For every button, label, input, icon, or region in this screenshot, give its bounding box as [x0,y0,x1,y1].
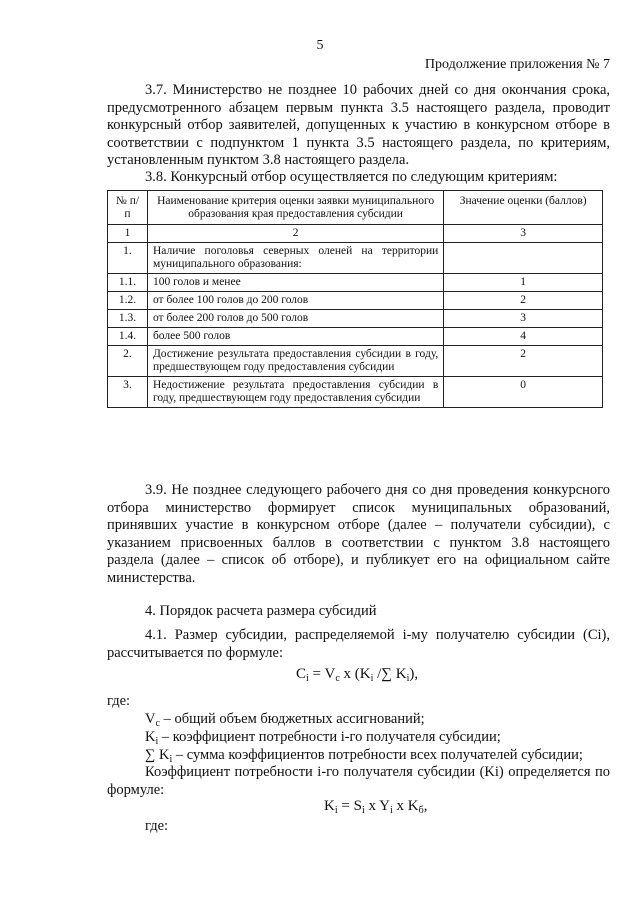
row-criterion: от более 100 голов до 200 голов [147,292,443,310]
paragraph-3-9: 3.9. Не позднее следующего рабочего дня со дня проведения конкурсного отбора министерство формирует список муниципальных образований, принявших участие в конкурсном отборе (далее – получатели субсидии), с указанием присвоенных баллов в соответствии с пунктом 3.8 настоящего раздела (далее – список об отборе), и публикует его на официальном сайте министерства. [107,482,610,586]
where-label: где: [107,693,131,709]
definition-vc: $V_с$ – общий объем бюджетных ассигнований; [145,711,425,729]
numbering-cell: 1 [108,225,148,243]
formula-coefficient: $K_i = S_i$ x $Y_i$ x $K_б$, [324,798,428,816]
table-numbering-row [108,225,603,243]
row-score [444,243,603,274]
row-num: 1.1. [108,274,148,292]
table-header-row [108,191,603,225]
row-score: 2 [444,292,603,310]
table-row [108,243,603,274]
row-num: 1.3. [108,310,148,328]
row-num: 1.4. [108,328,148,346]
table-row [108,346,603,377]
row-criterion: Наличие поголовья северных оленей на территории муниципального образования: [147,243,443,274]
numbering-cell: 2 [147,225,443,243]
paragraph-4-1: 4.1. Размер субсидии, распределяемой i-му получателю субсидии (Сi), рассчитывается по формуле: [107,627,610,661]
paragraph-coefficient: Коэффициент потребности i-го получателя субсидии (Ki) определяется по формуле: [107,764,610,798]
row-score: 4 [444,328,603,346]
table-row [108,377,603,408]
row-num: 1.2. [108,292,148,310]
appendix-label: Продолжение приложения № 7 [424,57,610,72]
row-score: 2 [444,346,603,377]
criteria-table [107,190,603,408]
row-num: 1. [108,243,148,274]
row-criterion: 100 голов и менее [147,274,443,292]
numbering-cell: 3 [444,225,603,243]
row-num: 2. [108,346,148,377]
definition-ki: $K_i$ – коэффициент потребности i-го получателя субсидии; [145,729,501,747]
row-num: 3. [108,377,148,408]
table-row [108,310,603,328]
row-score: 3 [444,310,603,328]
formula-subsidy: $С_i = V_с$ x ($K_i$ /∑ $K_i$), [296,666,419,684]
paragraph-3-8: 3.8. Конкурсный отбор осуществляется по следующим критериям: [145,169,558,185]
table-row [108,328,603,346]
row-criterion: от более 200 голов до 500 голов [147,310,443,328]
row-criterion: более 500 голов [147,328,443,346]
row-criterion: Недостижение результата предоставления субсидии в году, предшествующем году предоставления субсидии [147,377,443,408]
table-row [108,274,603,292]
header-criterion: Наименование критерия оценки заявки муниципального образования края предоставления субсидии [147,191,443,225]
section-4-heading: 4. Порядок расчета размера субсидий [145,603,377,619]
where-label-2: где: [145,818,169,834]
header-num: № п/п [108,191,148,225]
header-score: Значение оценки (баллов) [444,191,603,225]
paragraph-3-7: 3.7. Министерство не позднее 10 рабочих дней со дня окончания срока, предусмотренного абзацем первым пункта 3.5 настоящего раздела, проводит конкурсный отбор заявителей, допущенных к участию в конкурсном отборе в соответствии с подпунктом 1 пункта 3.5 настоящего раздела, по критериям, установленным пунктом 3.8 настоящего раздела. [107,82,610,168]
row-score: 1 [444,274,603,292]
row-score: 0 [444,377,603,408]
table-row [108,292,603,310]
page-number: 5 [316,38,324,53]
row-criterion: Достижение результата предоставления субсидии в году, предшествующем году предоставления субсидии [147,346,443,377]
definition-sum-ki: ∑ $K_i$ – сумма коэффициентов потребности всех получателей субсидии; [145,747,583,765]
